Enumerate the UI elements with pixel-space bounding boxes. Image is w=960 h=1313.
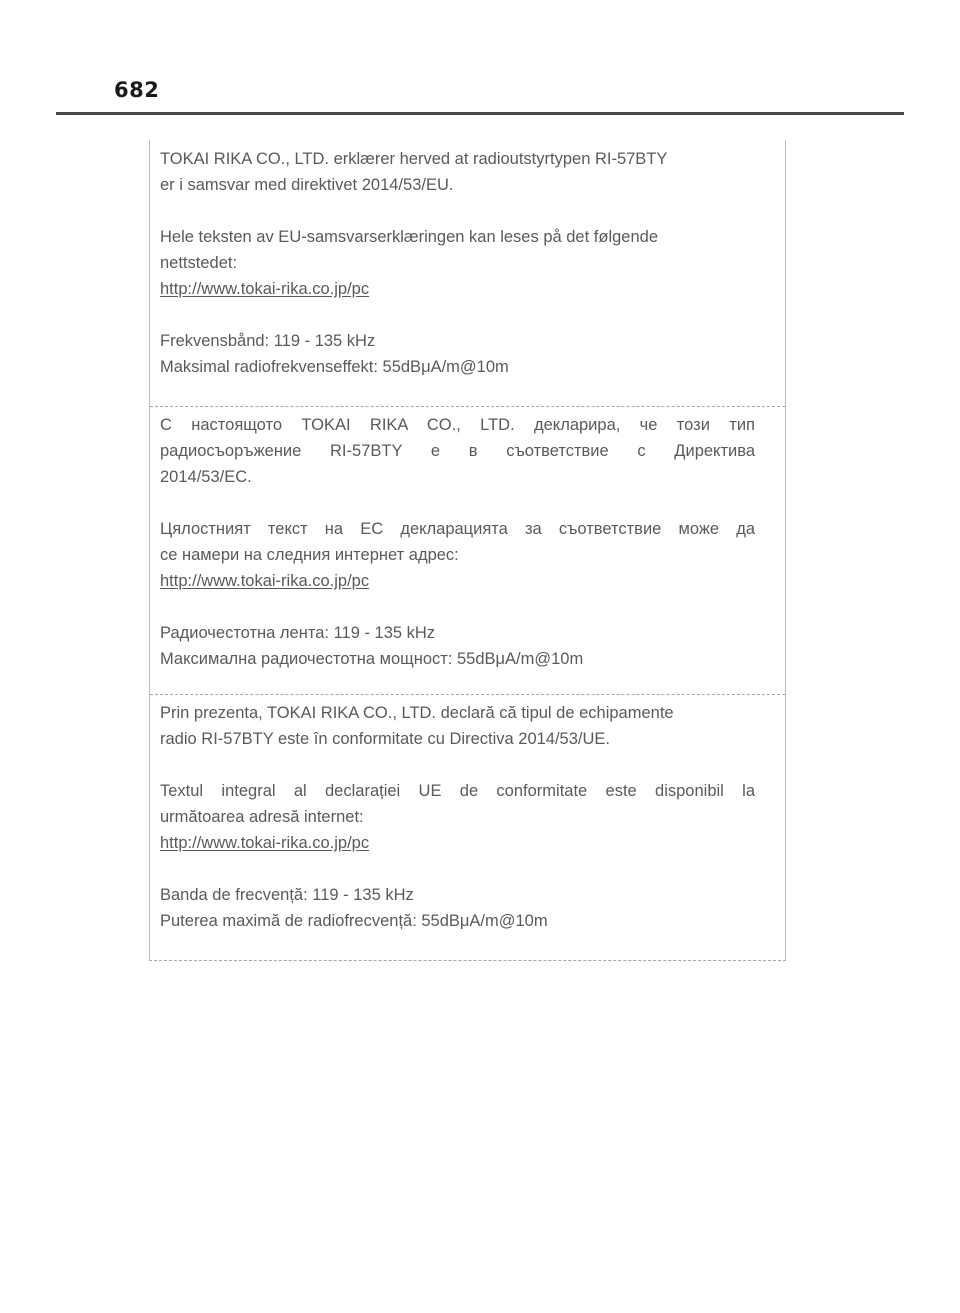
fulltext-paragraph [160,516,755,594]
text-line: Textul integral al declarației UE de conformitate este disponibil la [160,782,755,800]
header-divider [56,112,904,115]
section-norwegian [150,146,785,380]
text-line: радиосъоръжение RI-57BTY е в съответствие с Директива [160,442,755,460]
text-line: următoarea adresă internet: [160,808,364,826]
text-line: er i samsvar med direktivet 2014/53/EU. [160,176,454,194]
max-power: Puterea maximă de radiofrecvență: 55dBμA/m@10m [160,912,548,930]
text-line: nettstedet: [160,254,238,272]
text-line: Цялостният текст на ЕС декларацията за съответствие може да [160,520,755,538]
specs-paragraph [160,620,755,672]
specs-paragraph [160,328,755,380]
frequency-band: Frekvensbånd: 119 - 135 kHz [160,332,376,350]
max-power: Максимална радиочестотна мощност: 55dBμA/m@10m [160,650,584,668]
page-number: 682 [114,78,160,102]
text-line: TOKAI RIKA CO., LTD. erklærer herved at radioutstyrtypen RI-57BTY [160,150,668,168]
specs-paragraph [160,882,755,934]
text-line: С настоящото TOKAI RIKA CO., LTD. декларира, че този тип [160,416,755,434]
declaration-url-link[interactable]: http://www.tokai-rika.co.jp/pc [160,834,370,852]
frequency-band: Banda de frecvență: 119 - 135 kHz [160,886,414,904]
text-line: се намери на следния интернет адрес: [160,546,459,564]
declaration-box [149,140,786,961]
declaration-paragraph [160,146,755,198]
text-line: radio RI-57BTY este în conformitate cu Directiva 2014/53/UE. [160,730,610,748]
fulltext-paragraph [160,224,755,302]
declaration-url-link[interactable]: http://www.tokai-rika.co.jp/pc [160,572,370,590]
text-line: Prin prezenta, TOKAI RIKA CO., LTD. declară că tipul de echipamente [160,704,674,722]
text-line: Hele teksten av EU-samsvarserklæringen kan leses på det følgende [160,228,658,246]
text-line: 2014/53/ЕС. [160,468,252,486]
declaration-paragraph [160,412,755,490]
section-bulgarian [150,406,785,672]
declaration-paragraph [160,700,755,752]
declaration-url-link[interactable]: http://www.tokai-rika.co.jp/pc [160,280,370,298]
frequency-band: Радиочестотна лента: 119 - 135 kHz [160,624,436,642]
max-power: Maksimal radiofrekvenseffekt: 55dBμA/m@10m [160,358,509,376]
fulltext-paragraph [160,778,755,856]
section-romanian [150,694,785,934]
